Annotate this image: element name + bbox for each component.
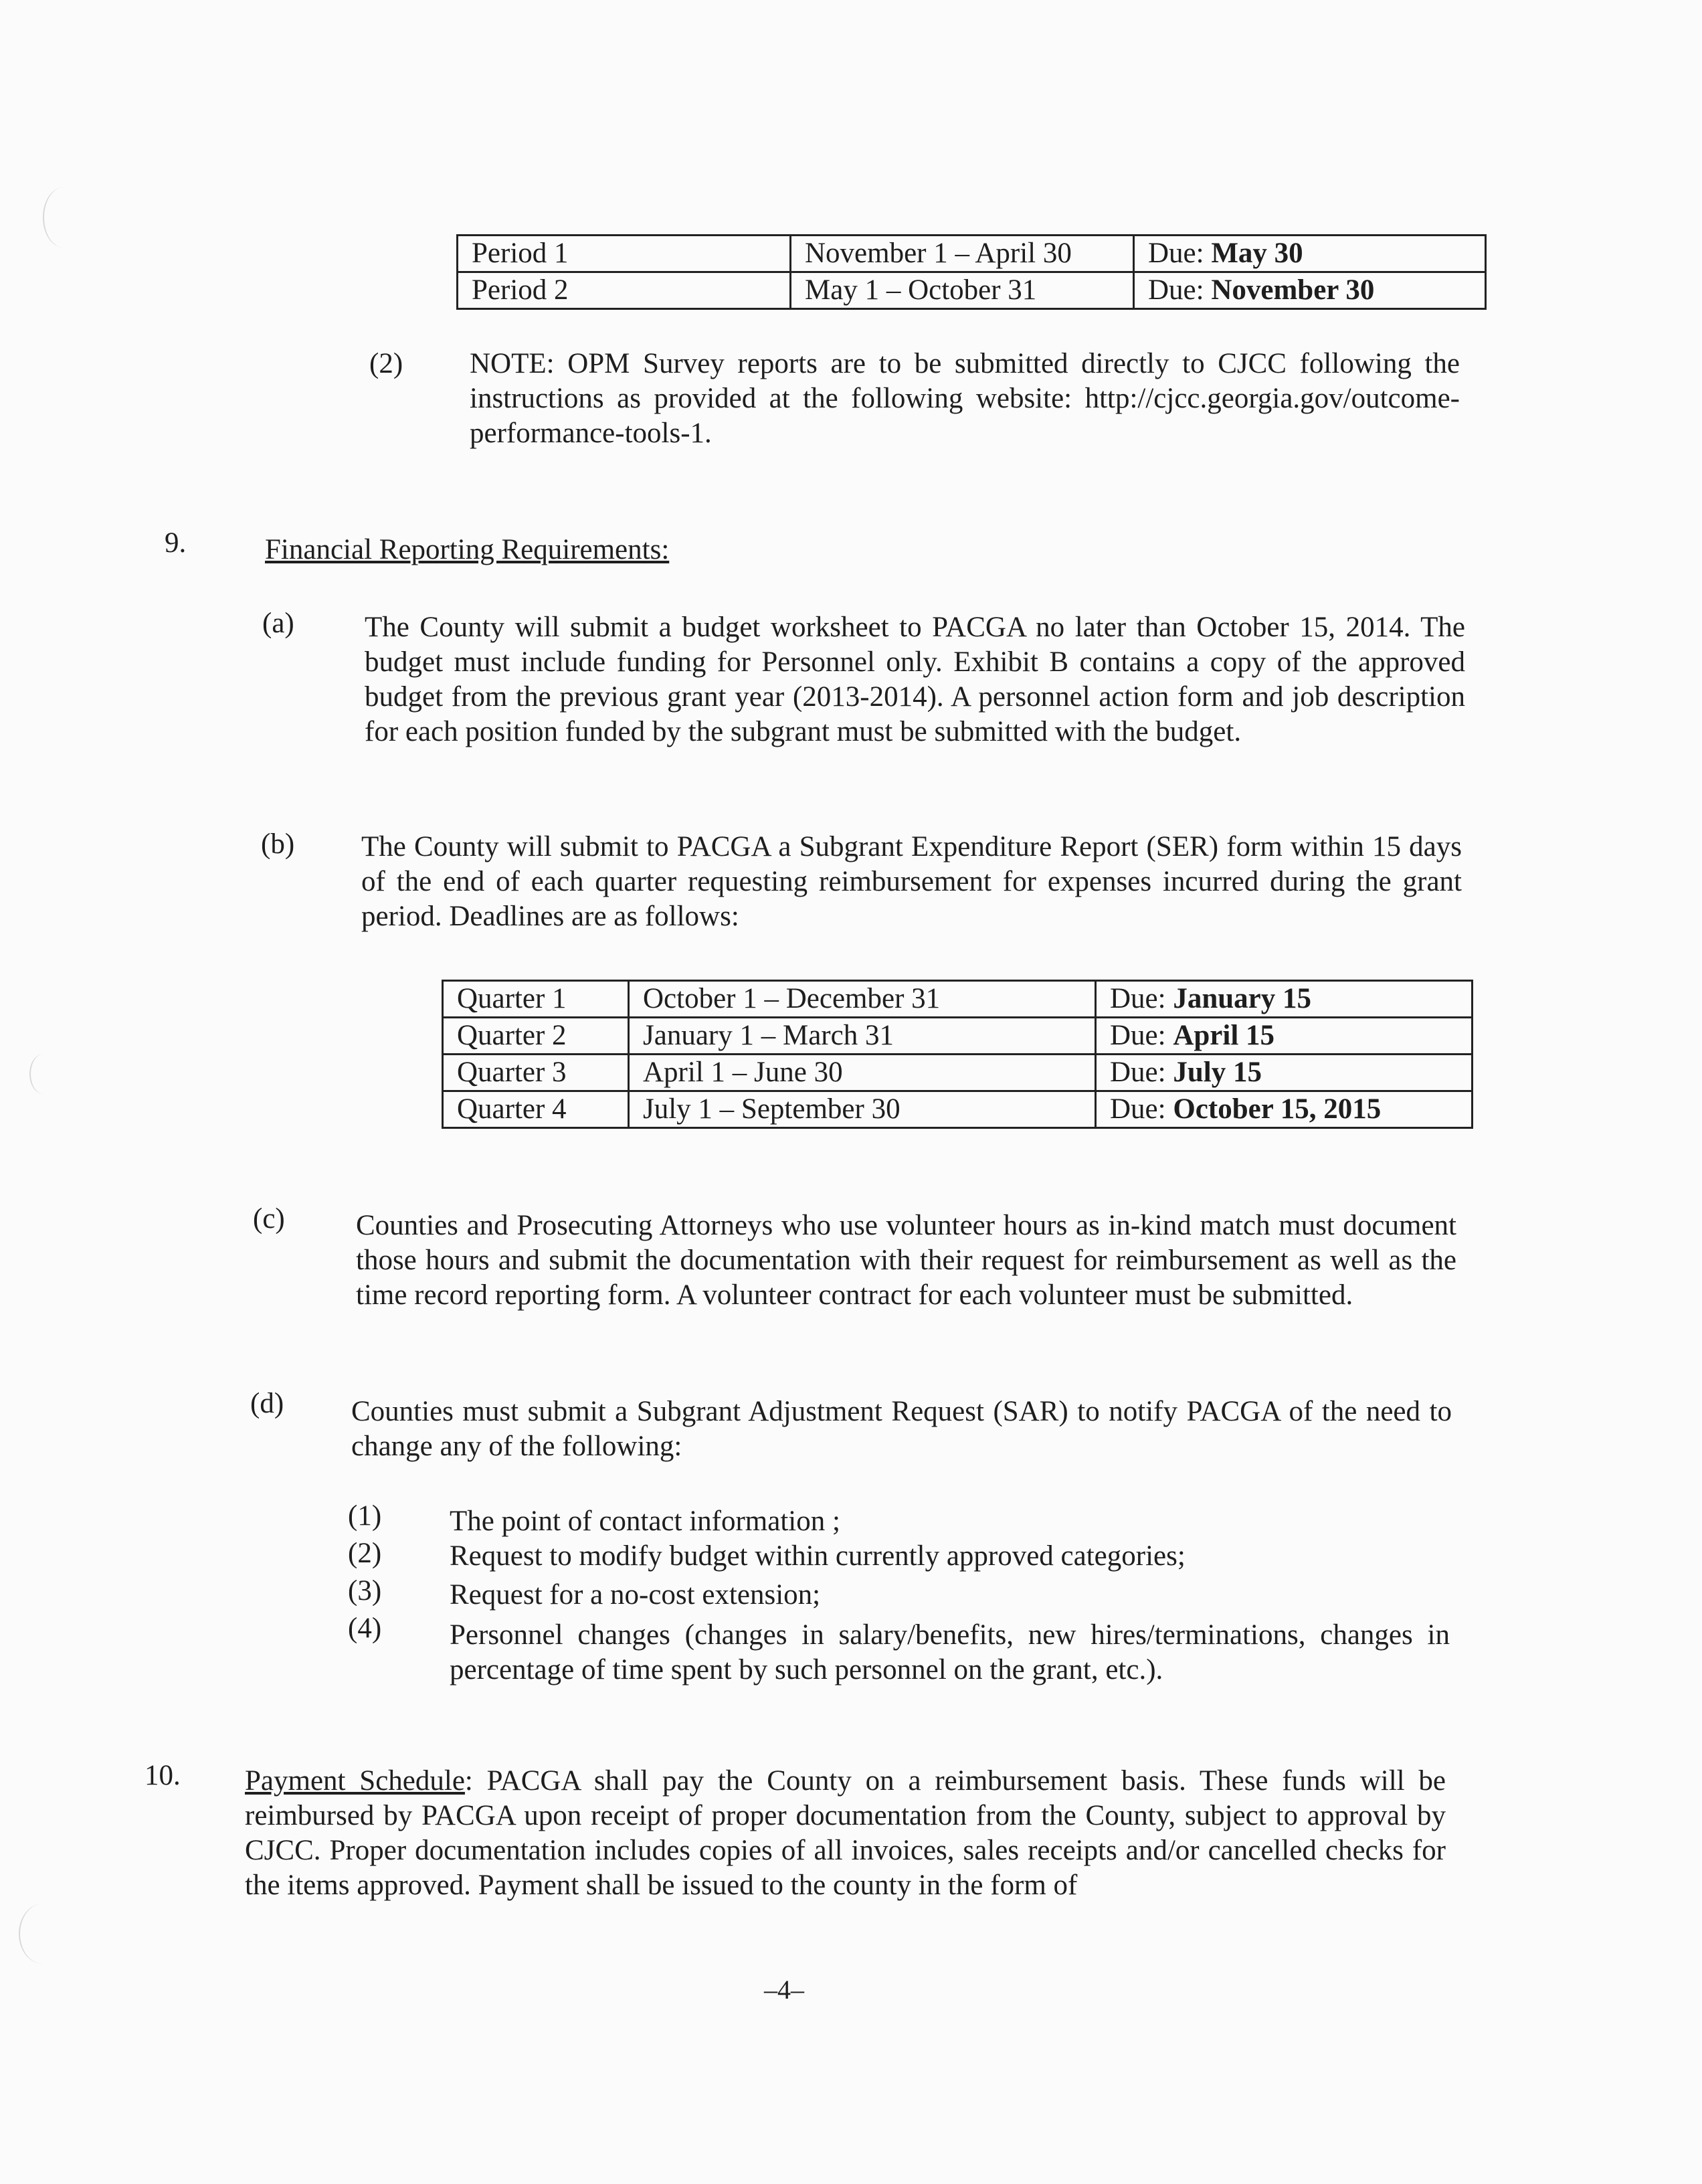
quarter-cell: Quarter 3 — [443, 1055, 629, 1091]
scan-mark-bottom — [19, 1904, 67, 1964]
due-cell — [1096, 1091, 1473, 1128]
item-d-text: Counties must submit a Subgrant Adjustment Request (SAR) to notify PACGA of the need to change any of the following: — [351, 1396, 1452, 1462]
range-cell: October 1 – December 31 — [629, 981, 1096, 1018]
subitem-3-label: (3) — [348, 1575, 382, 1607]
due-value: November 30 — [1211, 274, 1375, 306]
due-cell — [1096, 1018, 1473, 1055]
range-cell: April 1 – June 30 — [629, 1055, 1096, 1091]
due-label: Due: — [1110, 983, 1166, 1014]
item-b-label: (b) — [261, 828, 295, 860]
quarter-cell: Quarter 2 — [443, 1018, 629, 1055]
item-c-text: Counties and Prosecuting Attorneys who use volunteer hours as in-kind match must document those hours and submit the documentation with their request for reimbursement as well as the time record reporting form. A volunteer contract for each volunteer must be submitted. — [356, 1210, 1456, 1311]
due-value: April 15 — [1173, 1020, 1275, 1051]
table-row — [443, 1091, 1473, 1128]
table-row — [458, 272, 1486, 309]
table-row — [458, 236, 1486, 272]
subitem-3-text: Request for a no-cost extension; — [450, 1579, 821, 1611]
due-cell — [1134, 236, 1486, 272]
due-value: May 30 — [1211, 238, 1303, 269]
due-value: January 15 — [1173, 983, 1312, 1014]
range-cell: January 1 – March 31 — [629, 1018, 1096, 1055]
due-label: Due: — [1148, 238, 1204, 269]
subitem-4-label: (4) — [348, 1613, 382, 1644]
due-label: Due: — [1110, 1020, 1166, 1051]
scan-mark-middle — [29, 1054, 58, 1094]
section-10-number: 10. — [145, 1760, 181, 1791]
due-value: July 15 — [1173, 1057, 1262, 1088]
due-label: Due: — [1110, 1093, 1166, 1125]
section-10-text — [245, 1764, 1446, 1903]
subitem-4-text: Personnel changes (changes in salary/benefits, new hires/terminations, changes in percentage of time spent by such personnel on the grant, etc.). — [450, 1619, 1450, 1686]
quarter-cell: Quarter 4 — [443, 1091, 629, 1128]
subitem-1-text: The point of contact information ; — [450, 1506, 840, 1537]
table-row — [443, 1018, 1473, 1055]
range-cell: May 1 – October 31 — [791, 272, 1134, 309]
subitem-2-text: Request to modify budget within currently approved categories; — [450, 1540, 1186, 1572]
due-value: October 15, 2015 — [1173, 1093, 1382, 1125]
section-9-number: 9. — [165, 527, 187, 559]
quarter-deadline-table — [442, 980, 1473, 1129]
table-row — [443, 1055, 1473, 1091]
due-cell — [1096, 1055, 1473, 1091]
note-text: NOTE: OPM Survey reports are to be submitted directly to CJCC following the instructions as provided at the following website: http://cjcc.georgia.gov/outcome-performance-tools-1. — [470, 348, 1460, 449]
period-cell: Period 1 — [458, 236, 791, 272]
item-a-text: The County will submit a budget worksheet to PACGA no later than October 15, 2014. The budget must include funding for Personnel only. Exhibit B contains a copy of the approved budget from the previous grant year (2013-2014). A personnel action form and job description for each position funded by the subgrant must be submitted with the budget. — [365, 612, 1465, 747]
due-label: Due: — [1110, 1057, 1166, 1088]
note-label: (2) — [369, 348, 403, 379]
period-cell: Period 2 — [458, 272, 791, 309]
reporting-period-table — [456, 234, 1487, 310]
item-a-label: (a) — [262, 608, 294, 639]
range-cell: July 1 – September 30 — [629, 1091, 1096, 1128]
item-d-label: (d) — [250, 1388, 284, 1419]
section-10-heading: Payment Schedule — [245, 1765, 465, 1797]
due-cell — [1134, 272, 1486, 309]
item-b-text: The County will submit to PACGA a Subgrant Expenditure Report (SER) form within 15 days of the end of each quarter requesting reimbursement for expenses incurred during the grant period. Deadlines are as follows: — [361, 831, 1462, 932]
subitem-2-label: (2) — [348, 1538, 382, 1569]
range-cell: November 1 – April 30 — [791, 236, 1134, 272]
table-row — [443, 981, 1473, 1018]
subitem-1-label: (1) — [348, 1500, 382, 1532]
due-cell — [1096, 981, 1473, 1018]
quarter-cell: Quarter 1 — [443, 981, 629, 1018]
section-9-heading: Financial Reporting Requirements: — [265, 534, 670, 565]
due-label: Due: — [1148, 274, 1204, 306]
page-number: –4– — [764, 1975, 804, 2005]
section-10-body: : PACGA shall pay the County on a reimbursement basis. These funds will be reimbursed by PACGA upon receipt of proper documentation from the County, subject to approval by CJCC. Proper documentation includes copies of all invoices, sales receipts and/or cancelled checks for the items approved. Payment shall be issued to the county in the form of — [245, 1765, 1446, 1901]
item-c-label: (c) — [253, 1203, 285, 1235]
scan-mark-top — [43, 187, 84, 248]
